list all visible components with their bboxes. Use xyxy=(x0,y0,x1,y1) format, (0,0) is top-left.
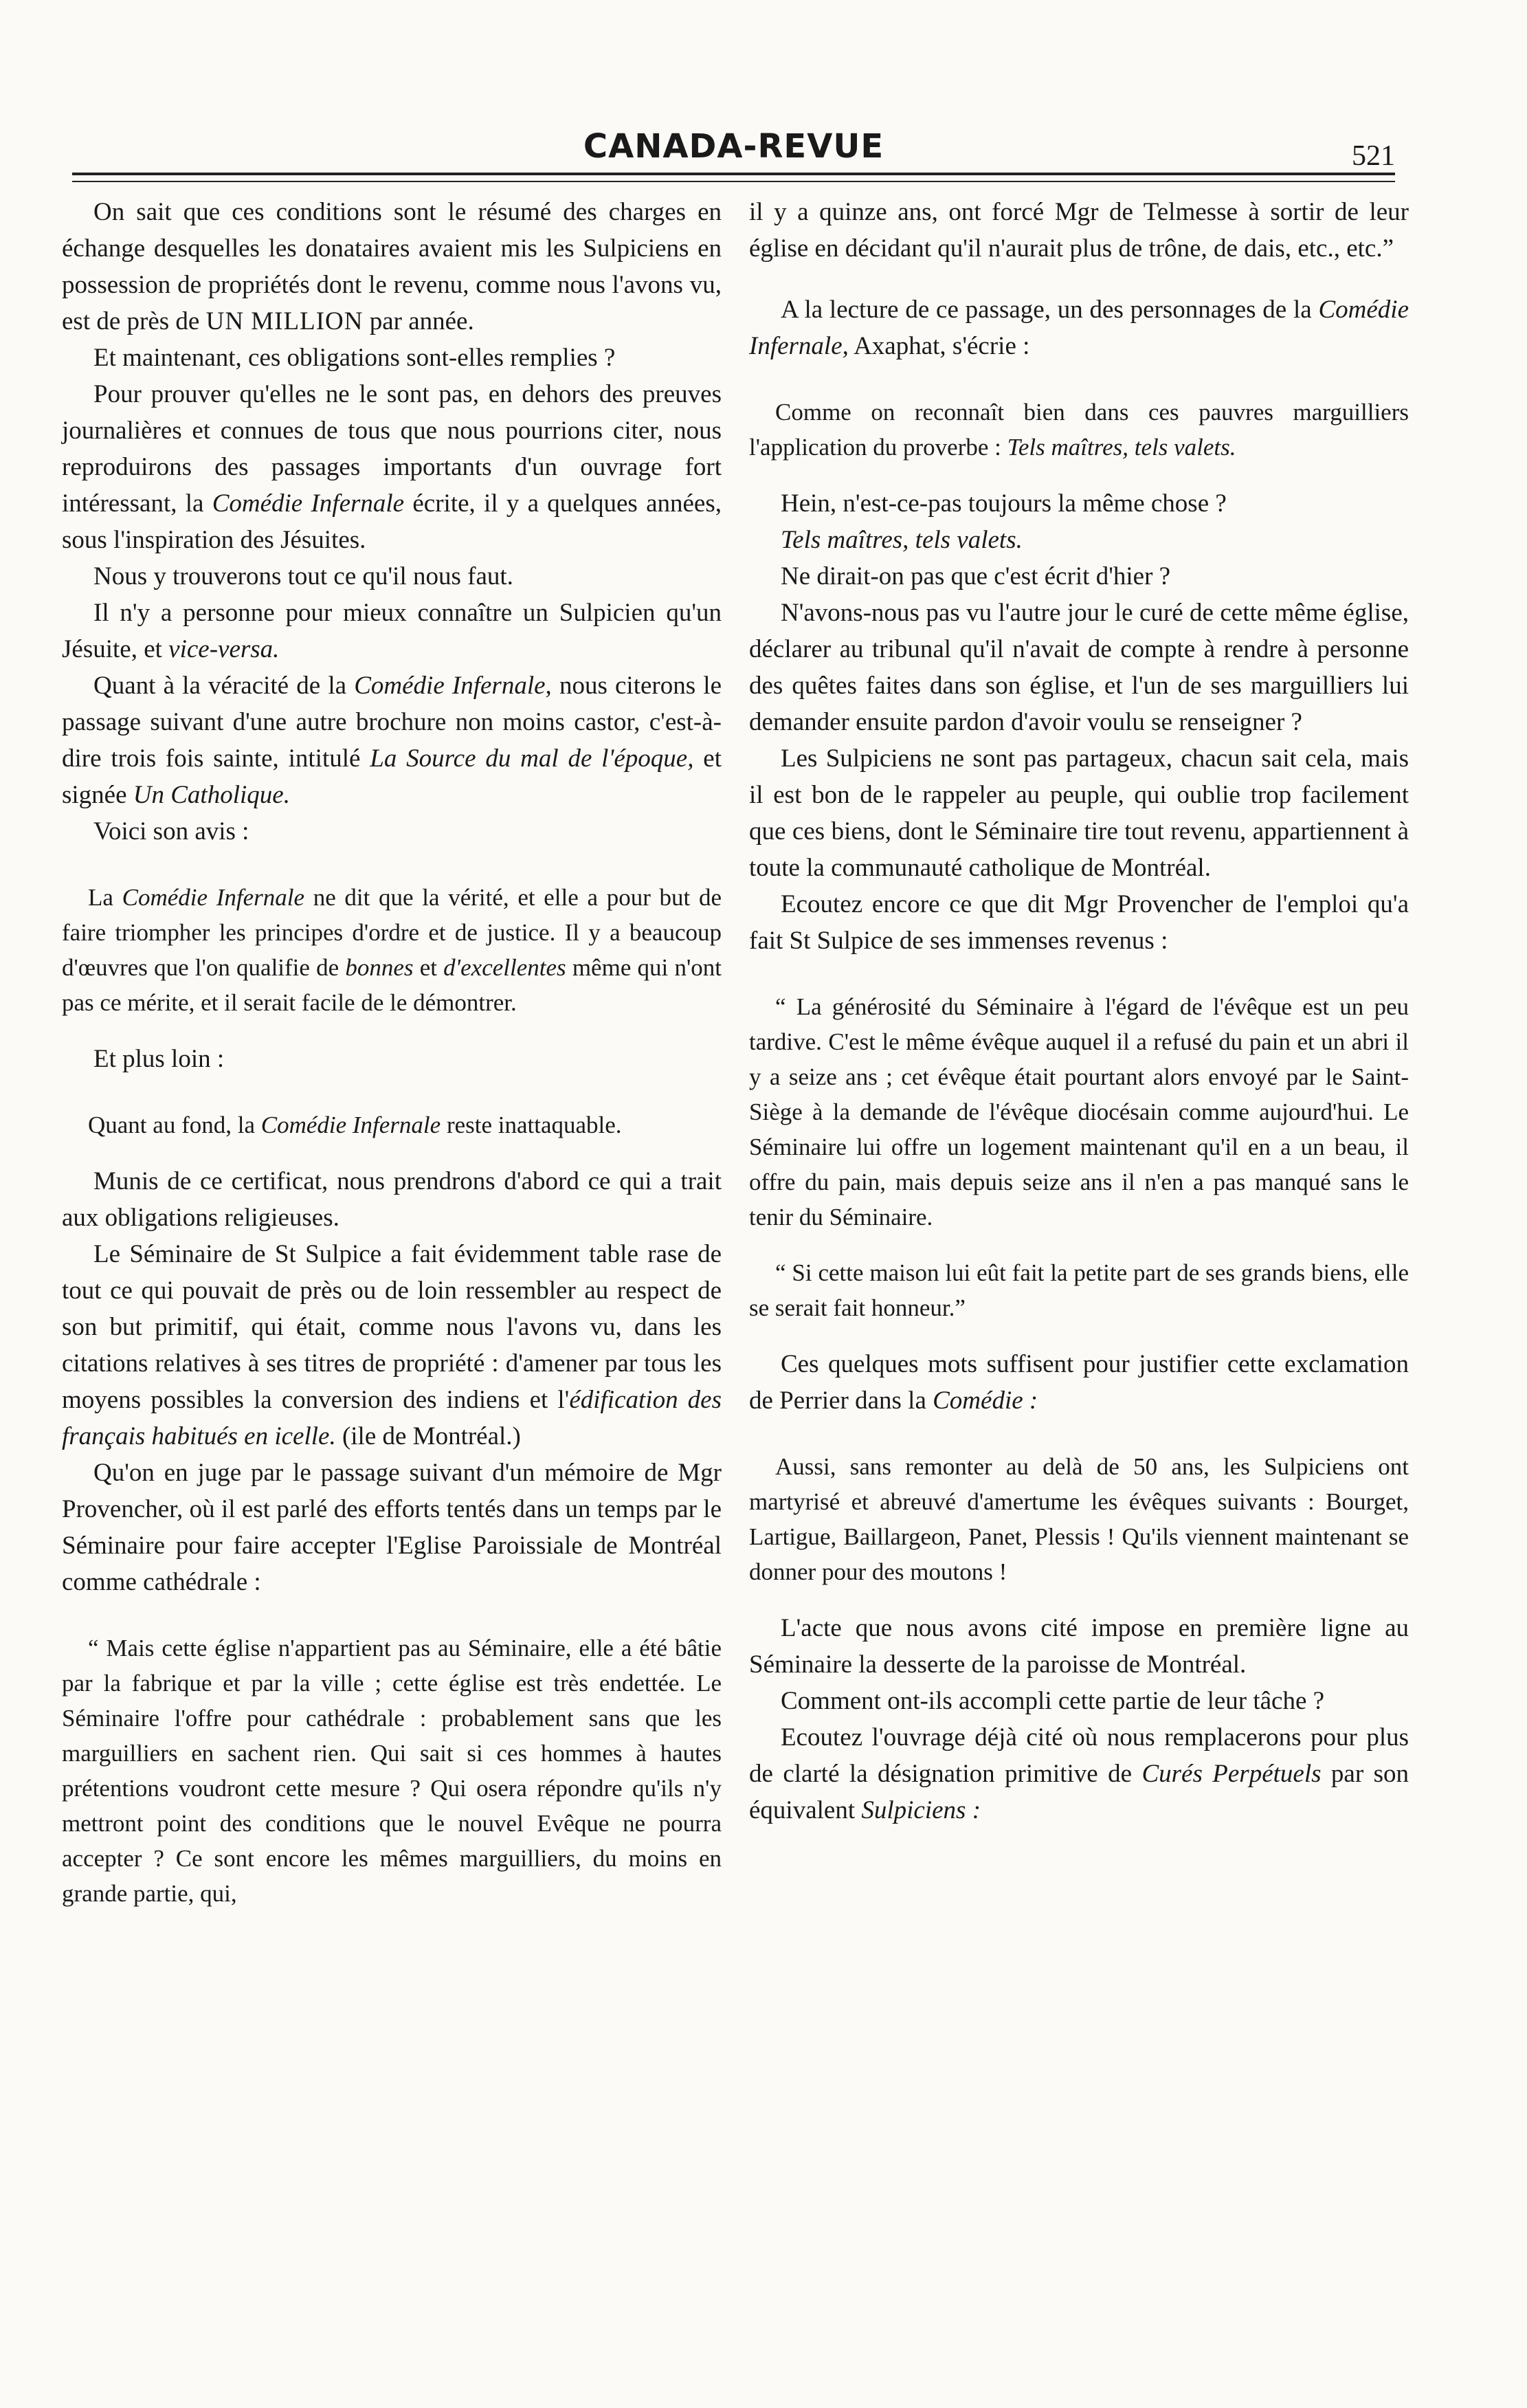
page-number: 521 xyxy=(1352,140,1395,172)
page-header xyxy=(72,127,1395,189)
paragraph: Munis de ce certificat, nous prendrons d'abord ce qui a trait aux obligations religieuses. xyxy=(62,1167,722,1232)
paragraph: Ces quelques mots suffisent pour justifier cette exclamation de Perrier dans la Comédie : xyxy=(749,1350,1409,1415)
block-quote: “ Mais cette église n'appartient pas au Séminaire, elle a été bâtie par la fabrique et par la ville ; cette église est très endettée. Le Séminaire l'offre pour cathédrale : probablement sans que les marguilliers en sachent rien. Qui sait si ces hommes à hautes prétentions voudront cette mesure ? Qui osera répondre qu'ils n'y mettront point des conditions que le nouvel Evêque ne pourra accepter ? Ce sont encore les mêmes marguilliers, du moins en grande partie, qui, xyxy=(62,1635,722,1907)
paragraph: Le Séminaire de St Sulpice a fait évidemment table rase de tout ce qui pouvait de près ou de loin ressembler au respect de son but primitif, qui était, comme nous l'avons vu, dans les citations relatives à ses titres de propriété : d'amener par tous les moyens possibles la conversion des indiens et l'édification des français habitués en icelle. (ile de Montréal.) xyxy=(62,1240,722,1450)
paragraph: Ecoutez l'ouvrage déjà cité où nous remplacerons pour plus de clarté la désignation primitive de Curés Perpétuels par son équivalent Sulpiciens : xyxy=(749,1723,1409,1824)
block-quote: “ Si cette maison lui eût fait la petite part de ses grands biens, elle se serait fait honneur.” xyxy=(749,1259,1409,1321)
block-quote: Aussi, sans remonter au delà de 50 ans, les Sulpiciens ont martyrisé et abreuvé d'amertume les évêques suivants : Bourget, Lartigue, Baillargeon, Panet, Plessis ! Qu'ils viennent maintenant se donner pour des moutons ! xyxy=(749,1453,1409,1585)
header-rule xyxy=(72,173,1395,175)
paragraph: L'acte que nous avons cité impose en première ligne au Séminaire la desserte de la paroisse de Montréal. xyxy=(749,1614,1409,1679)
paragraph: Et maintenant, ces obligations sont-elles remplies ? xyxy=(93,344,616,372)
paragraph: On sait que ces conditions sont le résumé des charges en échange desquelles les donataires avaient mis les Sulpiciens en possession de propriétés dont le revenu, comme nous l'avons vu, est de près de UN MILLION par année. xyxy=(62,198,722,335)
block-quote: La Comédie Infernale ne dit que la vérité, et elle a pour but de faire triompher les principes d'ordre et de justice. Il y a beaucoup d'œuvres que l'on qualifie de bonnes et d'excellentes même qui n'ont pas ce mérite, et il serait facile de le démontrer. xyxy=(62,884,722,1016)
paragraph: Ecoutez encore ce que dit Mgr Provencher de l'emploi qu'a fait St Sulpice de ses immenses revenus : xyxy=(749,890,1409,955)
left-column xyxy=(62,194,722,1932)
paragraph: Les Sulpiciens ne sont pas partageux, chacun sait cela, mais il est bon de le rappeler au peuple, qui oublie trop facilement que ces biens, dont le Séminaire tire tout revenu, appartiennent à toute la communauté catholique de Montréal. xyxy=(749,744,1409,882)
paragraph: Comment ont-ils accompli cette partie de leur tâche ? xyxy=(781,1687,1325,1715)
paragraph: Et plus loin : xyxy=(93,1045,225,1073)
paragraph: Il n'y a personne pour mieux connaître un Sulpicien qu'un Jésuite, et vice-versa. xyxy=(62,599,722,663)
header-rule-thin xyxy=(72,181,1395,182)
paragraph: Hein, n'est-ce-pas toujours la même chose ? xyxy=(781,489,1227,518)
paragraph: N'avons-nous pas vu l'autre jour le curé de cette même église, déclarer au tribunal qu'il n'avait de compte à rendre à personne des quêtes faites dans son église, et l'un de ses marguilliers lui demander ensuite pardon d'avoir voulu se renseigner ? xyxy=(749,599,1409,736)
paragraph: il y a quinze ans, ont forcé Mgr de Telmesse à sortir de leur église en décidant qu'il n'aurait plus de trône, de dais, etc., etc.” xyxy=(749,198,1409,263)
block-quote: Comme on reconnaît bien dans ces pauvres marguilliers l'application du proverbe : Tels maîtres, tels valets. xyxy=(749,399,1409,461)
block-quote: “ La générosité du Séminaire à l'égard de l'évêque est un peu tardive. C'est le même évêque auquel il a refusé du pain et un abri il y a seize ans ; cet évêque était pourtant alors envoyé par le Saint-Siège à la demande de l'évêque diocésain comme aujourd'hui. Le Séminaire lui offre un logement maintenant qu'il en a un beau, il offre du pain, mais depuis seize ans il n'en a pas manqué sans le tenir du Séminaire. xyxy=(749,993,1409,1230)
paragraph: Qu'on en juge par le passage suivant d'un mémoire de Mgr Provencher, où il est parlé des efforts tentés dans un temps par le Séminaire pour faire accepter l'Eglise Paroissiale de Montréal comme cathédrale : xyxy=(62,1459,722,1596)
paragraph: Voici son avis : xyxy=(93,817,249,846)
block-quote: Quant au fond, la Comédie Infernale reste inattaquable. xyxy=(88,1112,622,1138)
paragraph: Ne dirait-on pas que c'est écrit d'hier ? xyxy=(781,562,1171,590)
paragraph: Tels maîtres, tels valets. xyxy=(781,526,1023,554)
paragraph: Pour prouver qu'elles ne le sont pas, en dehors des preuves journalières et connues de tous que nous pourrions citer, nous reproduirons des passages importants d'un ouvrage fort intéressant, la Comédie Infernale écrite, il y a quelques années, sous l'inspiration des Jésuites. xyxy=(62,380,722,554)
right-column xyxy=(749,194,1409,1829)
paragraph: Quant à la véracité de la Comédie Infernale, nous citerons le passage suivant d'une autre brochure non moins castor, c'est-à-dire trois fois sainte, intitulé La Source du mal de l'époque, et signée Un Catholique. xyxy=(62,672,722,809)
paragraph: Nous y trouverons tout ce qu'il nous faut. xyxy=(93,562,513,590)
paragraph: A la lecture de ce passage, un des personnages de la Comédie Infernale, Axaphat, s'écrie : xyxy=(749,296,1409,360)
running-title: CANADA-REVUE xyxy=(583,127,884,166)
